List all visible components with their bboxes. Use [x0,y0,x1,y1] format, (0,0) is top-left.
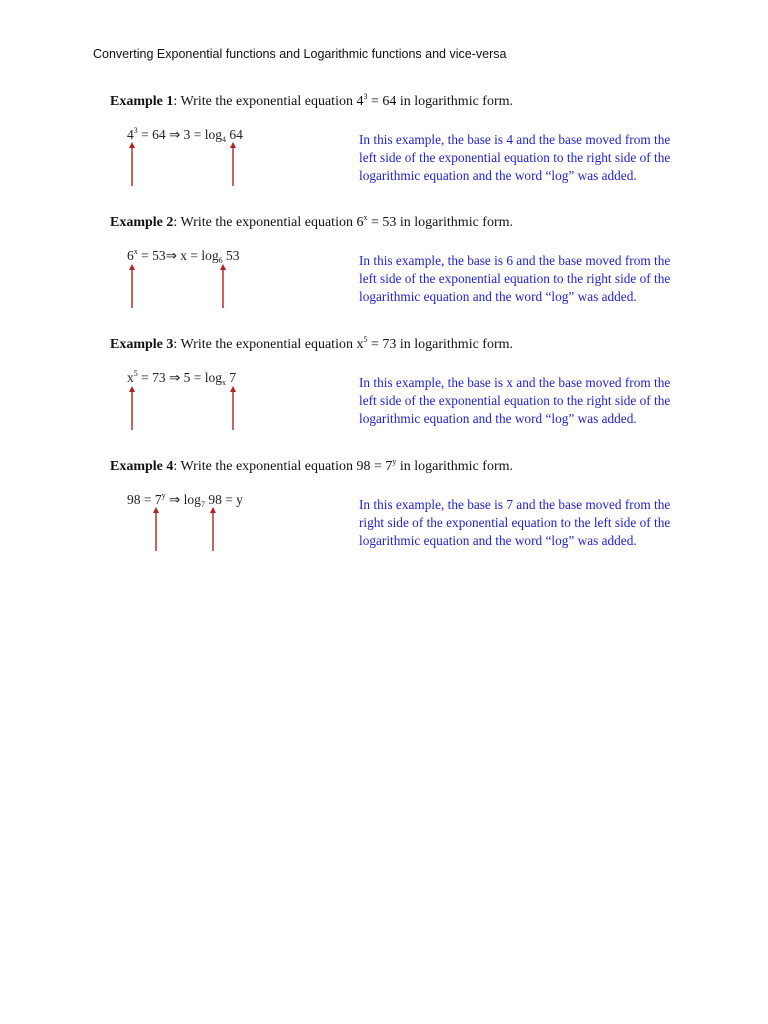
explanation [359,252,689,306]
example-3 [0,337,768,447]
explanation-line: logarithmic equation and the word “log” was added. [359,411,637,426]
example-2 [0,215,768,325]
example-label: Example 3 [110,337,174,352]
example-heading [110,459,513,475]
explanation-line: In this example, the base is 6 and the base moved from the [359,253,671,268]
prompt-text-end: in logarithmic form. [396,459,514,474]
prompt-text: : Write the exponential equation 4 [173,94,364,109]
example-4 [0,459,768,569]
explanation-line: In this example, the base is 4 and the base moved from the [359,132,671,147]
example-1 [0,94,768,204]
prompt-exponent: 3 [363,92,368,101]
example-heading [110,94,513,110]
explanation-line: In this example, the base is x and the base moved from the [359,375,671,390]
explanation-line: left side of the exponential equation to the right side of the [359,271,671,286]
prompt-text-end: = 53 in logarithmic form. [367,215,514,230]
base-arrow-left [128,142,136,186]
equation: $6^x$ = 53⇒ $x = \log_6 53$ [127,247,240,265]
prompt-exponent: y [392,457,397,466]
explanation [359,131,689,185]
explanation-line: right side of the exponential equation to the left side of the [359,515,671,530]
prompt-text: : Write the exponential equation 98 = 7 [173,459,393,474]
base-arrow-right [229,142,237,186]
base-arrow-left [152,507,160,551]
base-arrow-right [229,386,237,430]
explanation-line: logarithmic equation and the word “log” was added. [359,168,637,183]
explanation [359,374,689,428]
document-title: Converting Exponential functions and Logarithmic functions and vice-versa [93,47,507,61]
example-heading [110,337,513,353]
base-arrow-right [219,264,227,308]
base-arrow-left [128,386,136,430]
explanation-line: left side of the exponential equation to the right side of the [359,393,671,408]
prompt-text: : Write the exponential equation x [173,337,364,352]
equation: $x^5 = 73$ ⇒ $5 = \log_x 7$ [127,369,237,387]
explanation-line: left side of the exponential equation to the right side of the [359,150,671,165]
equation: $98 = 7^y$ ⇒ $\log_7 98 = y$ [127,491,243,509]
example-label: Example 1 [110,94,174,109]
explanation-line: logarithmic equation and the word “log” was added. [359,533,637,548]
example-heading [110,215,513,231]
example-label: Example 4 [110,459,174,474]
prompt-exponent: x [363,213,368,222]
prompt-text-end: = 73 in logarithmic form. [367,337,514,352]
prompt-exponent: 5 [363,335,368,344]
base-arrow-left [128,264,136,308]
explanation [359,496,689,550]
example-label: Example 2 [110,215,174,230]
base-arrow-right [209,507,217,551]
explanation-line: In this example, the base is 7 and the base moved from the [359,497,671,512]
prompt-text: : Write the exponential equation 6 [173,215,364,230]
explanation-line: logarithmic equation and the word “log” was added. [359,289,637,304]
equation: $4^3 = 64$ ⇒ $3 = \log_4 64$ [127,126,243,144]
prompt-text-end: = 64 in logarithmic form. [367,94,514,109]
